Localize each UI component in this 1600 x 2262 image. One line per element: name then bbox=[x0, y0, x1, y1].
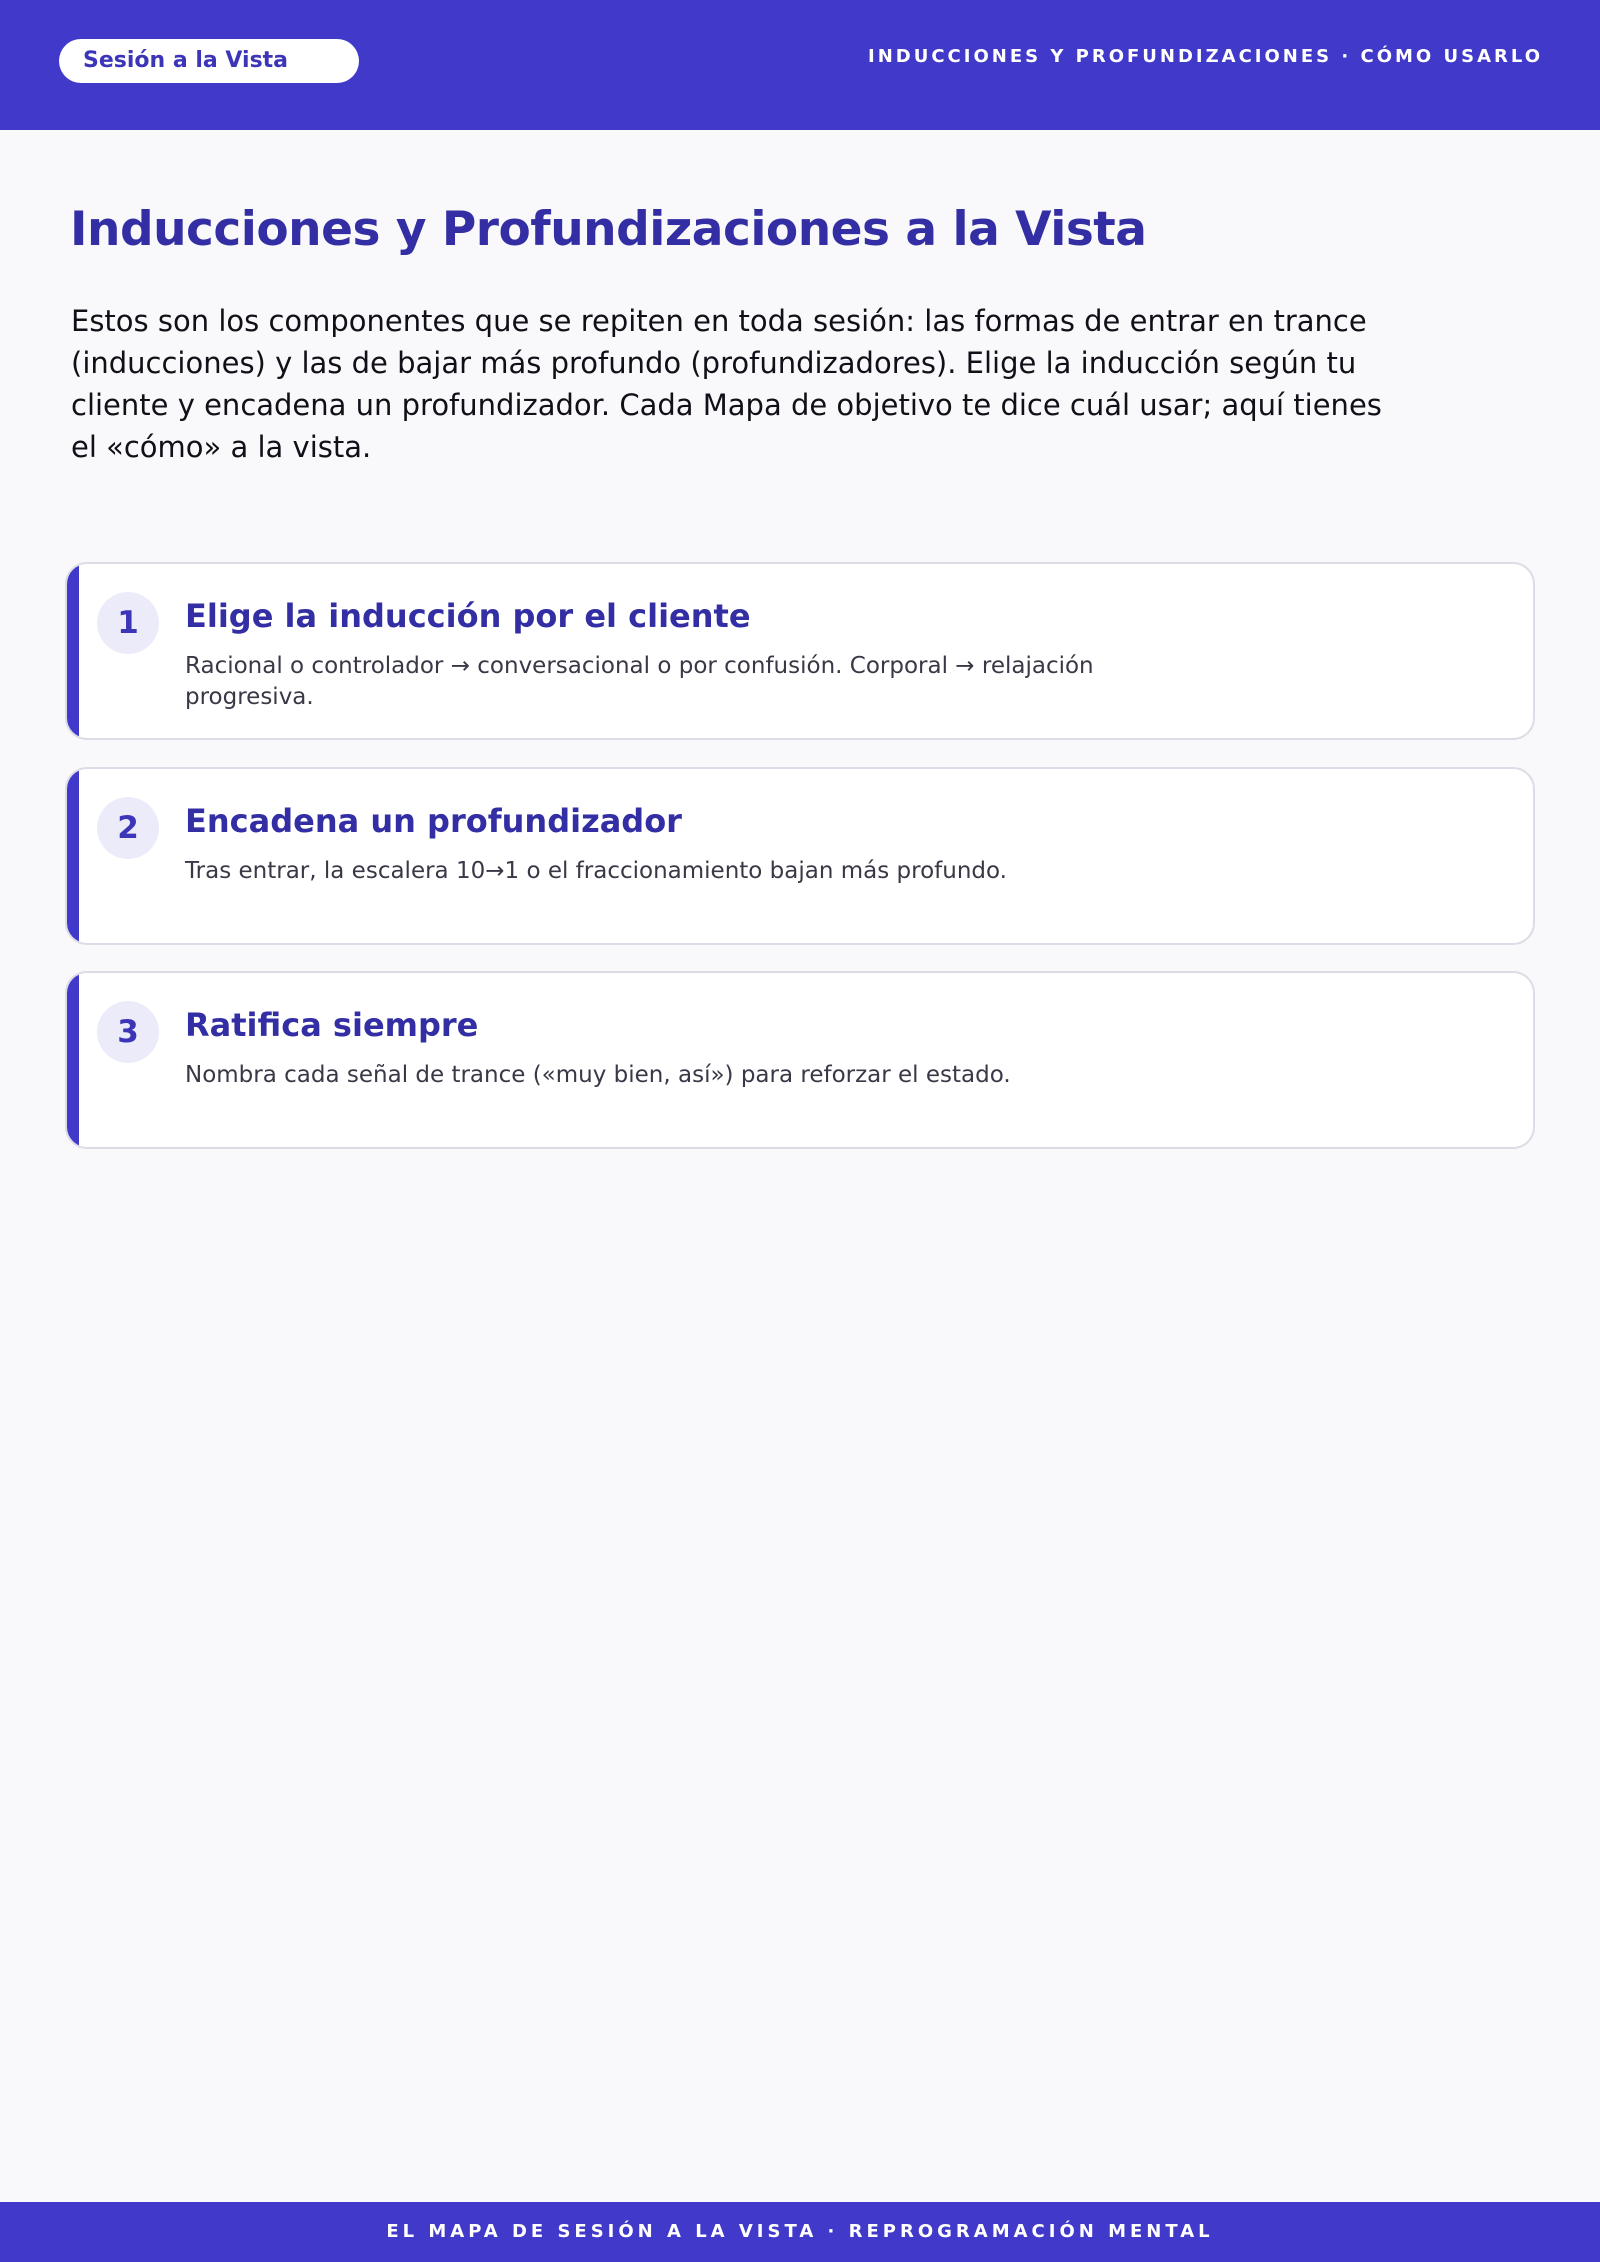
page-title: Inducciones y Profundizaciones a la Vista bbox=[70, 202, 1147, 257]
step-title: Elige la inducción por el cliente bbox=[185, 597, 751, 635]
step-card-1 bbox=[65, 562, 1535, 740]
header-section-label: INDUCCIONES Y PROFUNDIZACIONES · CÓMO USARLO bbox=[868, 46, 1543, 67]
step-number-badge: 1 bbox=[97, 592, 159, 654]
brand-badge[interactable]: Sesión a la Vista bbox=[59, 39, 359, 83]
step-number-badge: 2 bbox=[97, 797, 159, 859]
step-description: Nombra cada señal de trance («muy bien, así») para reforzar el estado. bbox=[185, 1062, 1011, 1088]
card-accent-bar bbox=[67, 564, 79, 738]
step-description: Tras entrar, la escalera 10→1 o el fraccionamiento bajan más profundo. bbox=[185, 858, 1007, 884]
top-header bbox=[0, 0, 1600, 130]
intro-paragraph: Estos son los componentes que se repiten en toda sesión: las formas de entrar en trance (inducciones) y las de bajar más profundo (profundizadores). Elige la inducción según tu cliente y encadena un profundizador. Cada Mapa de objetivo te dice cuál usar; aquí tienes el «cómo» a la vista. bbox=[71, 304, 1382, 464]
step-number-badge: 3 bbox=[97, 1001, 159, 1063]
card-accent-bar bbox=[67, 769, 79, 943]
step-card-3 bbox=[65, 971, 1535, 1149]
step-description: Racional o controlador → conversacional o por confusión. Corporal → relajación progresiva. bbox=[185, 653, 1094, 710]
card-accent-bar bbox=[67, 973, 79, 1147]
step-title: Ratifica siempre bbox=[185, 1006, 479, 1044]
step-card-2 bbox=[65, 767, 1535, 945]
step-title: Encadena un profundizador bbox=[185, 802, 682, 840]
page-footer: EL MAPA DE SESIÓN A LA VISTA · REPROGRAMACIÓN MENTAL bbox=[0, 2202, 1600, 2262]
